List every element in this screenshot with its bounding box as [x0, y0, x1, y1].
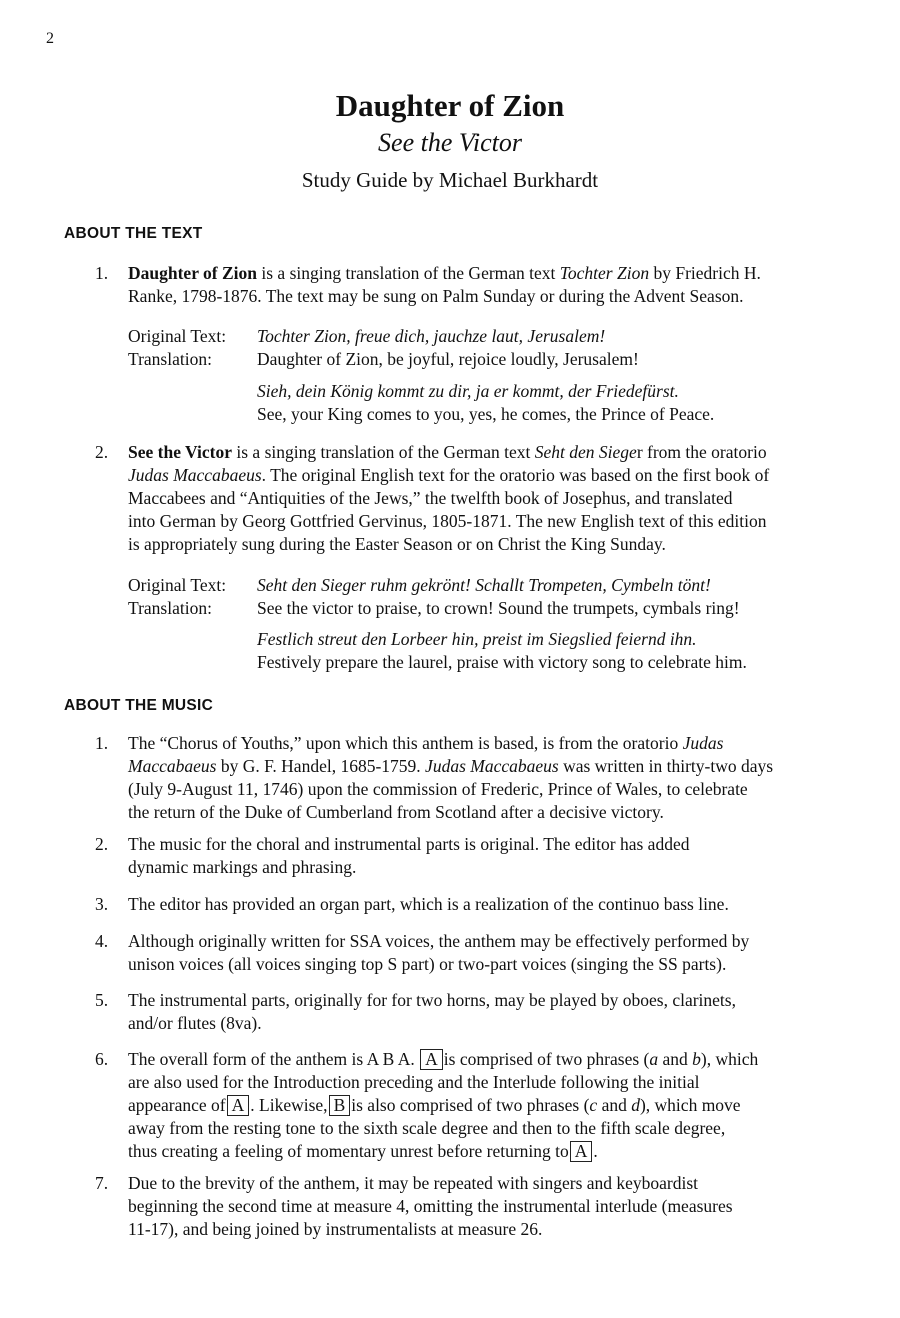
- paragraph-line: and/or flutes (8va).: [128, 1013, 262, 1033]
- item-number: 7.: [95, 1173, 109, 1193]
- original-text: Sieh, dein König kommt zu dir, ja er kommt, der Friedefürst.: [257, 381, 679, 401]
- paragraph-line: are also used for the Introduction preceding and the Interlude following the initial: [128, 1072, 700, 1092]
- paragraph-line: Maccabees and “Antiquities of the Jews,” the twelfth book of Josephus, and translated: [128, 488, 733, 508]
- translation-block: [128, 574, 868, 620]
- paragraph-line: dynamic markings and phrasing.: [128, 857, 357, 877]
- item-number: 6.: [95, 1049, 109, 1069]
- item-number: 3.: [95, 894, 109, 914]
- text-item-2: [95, 441, 845, 556]
- section-box-a: A: [420, 1049, 443, 1070]
- page-title: Daughter of Zion: [335, 88, 565, 123]
- music-item-6: [95, 1048, 845, 1163]
- music-item-1: [95, 732, 845, 824]
- page-subtitle: See the Victor: [378, 128, 522, 157]
- music-item-7: [95, 1172, 845, 1241]
- translation-text: See the victor to praise, to crown! Sound the trumpets, cymbals ring!: [257, 598, 740, 618]
- paragraph-line: the return of the Duke of Cumberland from Scotland after a decisive victory.: [128, 802, 664, 822]
- music-item-5: [95, 989, 845, 1035]
- paragraph-line: The instrumental parts, originally for for two horns, may be played by oboes, clarinets,: [128, 990, 736, 1010]
- paragraph-line: Due to the brevity of the anthem, it may be repeated with singers and keyboardist: [128, 1173, 699, 1193]
- paragraph-line: The editor has provided an organ part, which is a realization of the continuo bass line.: [128, 894, 729, 914]
- translation-block: [128, 628, 868, 674]
- original-text-label: Original Text:: [128, 575, 227, 595]
- translation-text: Festively prepare the laurel, praise with victory song to celebrate him.: [257, 652, 747, 672]
- paragraph-line: thus creating a feeling of momentary unrest before returning to A .: [128, 1141, 598, 1161]
- paragraph-line: Daughter of Zion is a singing translation of the German text Tochter Zion by Friedrich H.: [128, 263, 761, 283]
- paragraph-line: Although originally written for SSA voices, the anthem may be effectively performed by: [128, 931, 750, 951]
- translation-text: Daughter of Zion, be joyful, rejoice loudly, Jerusalem!: [257, 349, 639, 369]
- paragraph-line: See the Victor is a singing translation of the German text Seht den Sieger from the oratorio: [128, 442, 767, 462]
- item-number: 2.: [95, 834, 109, 854]
- item-number: 2.: [95, 442, 109, 462]
- text-item-1: [95, 262, 845, 308]
- translation-block: [128, 325, 868, 371]
- original-text: Tochter Zion, freue dich, jauchze laut, Jerusalem!: [257, 326, 606, 346]
- item-number: 1.: [95, 263, 109, 283]
- item-number: 5.: [95, 990, 109, 1010]
- item-number: 1.: [95, 733, 109, 753]
- translation-label: Translation:: [128, 598, 212, 618]
- item-number: 4.: [95, 931, 109, 951]
- paragraph-line: appearance of A . Likewise, B is also comprised of two phrases (c and d), which move: [128, 1095, 741, 1115]
- page-number: 2: [46, 30, 54, 47]
- byline: Study Guide by Michael Burkhardt: [301, 168, 599, 192]
- paragraph-line: into German by Georg Gottfried Gervinus, 1805-1871. The new English text of this edition: [128, 511, 767, 531]
- section-box-b: B: [329, 1095, 351, 1116]
- music-item-3: [95, 893, 845, 916]
- paragraph-line: Judas Maccabaeus. The original English text for the oratorio was based on the first book of: [128, 465, 770, 485]
- music-item-2: [95, 833, 845, 879]
- original-text-label: Original Text:: [128, 326, 227, 346]
- paragraph-line: The “Chorus of Youths,” upon which this anthem is based, is from the oratorio Judas: [128, 733, 724, 753]
- paragraph-line: 11-17), and being joined by instrumentalists at measure 26.: [128, 1219, 543, 1239]
- paragraph-line: The music for the choral and instrumental parts is original. The editor has added: [128, 834, 690, 854]
- paragraph-line: Maccabaeus by G. F. Handel, 1685-1759. Judas Maccabaeus was written in thirty-two days: [128, 756, 774, 776]
- section-box-a: A: [570, 1141, 593, 1162]
- section-box-a: A: [227, 1095, 250, 1116]
- paragraph-line: unison voices (all voices singing top S part) or two-part voices (singing the SS parts).: [128, 954, 727, 974]
- translation-label: Translation:: [128, 349, 212, 369]
- section-heading-text: ABOUT THE TEXT: [64, 225, 203, 242]
- original-text: Seht den Sieger ruhm gekrönt! Schallt Trompeten, Cymbeln tönt!: [257, 575, 711, 595]
- original-text: Festlich streut den Lorbeer hin, preist im Siegslied feiernd ihn.: [257, 629, 697, 649]
- translation-text: See, your King comes to you, yes, he comes, the Prince of Peace.: [257, 404, 715, 424]
- music-item-4: [95, 930, 845, 976]
- paragraph-line: (July 9-August 11, 1746) upon the commission of Frederic, Prince of Wales, to celebrate: [128, 779, 748, 799]
- section-heading-music: ABOUT THE MUSIC: [64, 697, 214, 714]
- translation-block: [128, 380, 868, 426]
- paragraph-line: beginning the second time at measure 4, omitting the instrumental interlude (measures: [128, 1196, 733, 1216]
- paragraph-line: away from the resting tone to the sixth scale degree and then to the fifth scale degree,: [128, 1118, 726, 1138]
- paragraph-line: The overall form of the anthem is A B A. A is comprised of two phrases (a and b), which: [128, 1049, 759, 1069]
- paragraph-line: is appropriately sung during the Easter Season or on Christ the King Sunday.: [128, 534, 666, 554]
- paragraph-line: Ranke, 1798-1876. The text may be sung on Palm Sunday or during the Advent Season.: [128, 286, 744, 306]
